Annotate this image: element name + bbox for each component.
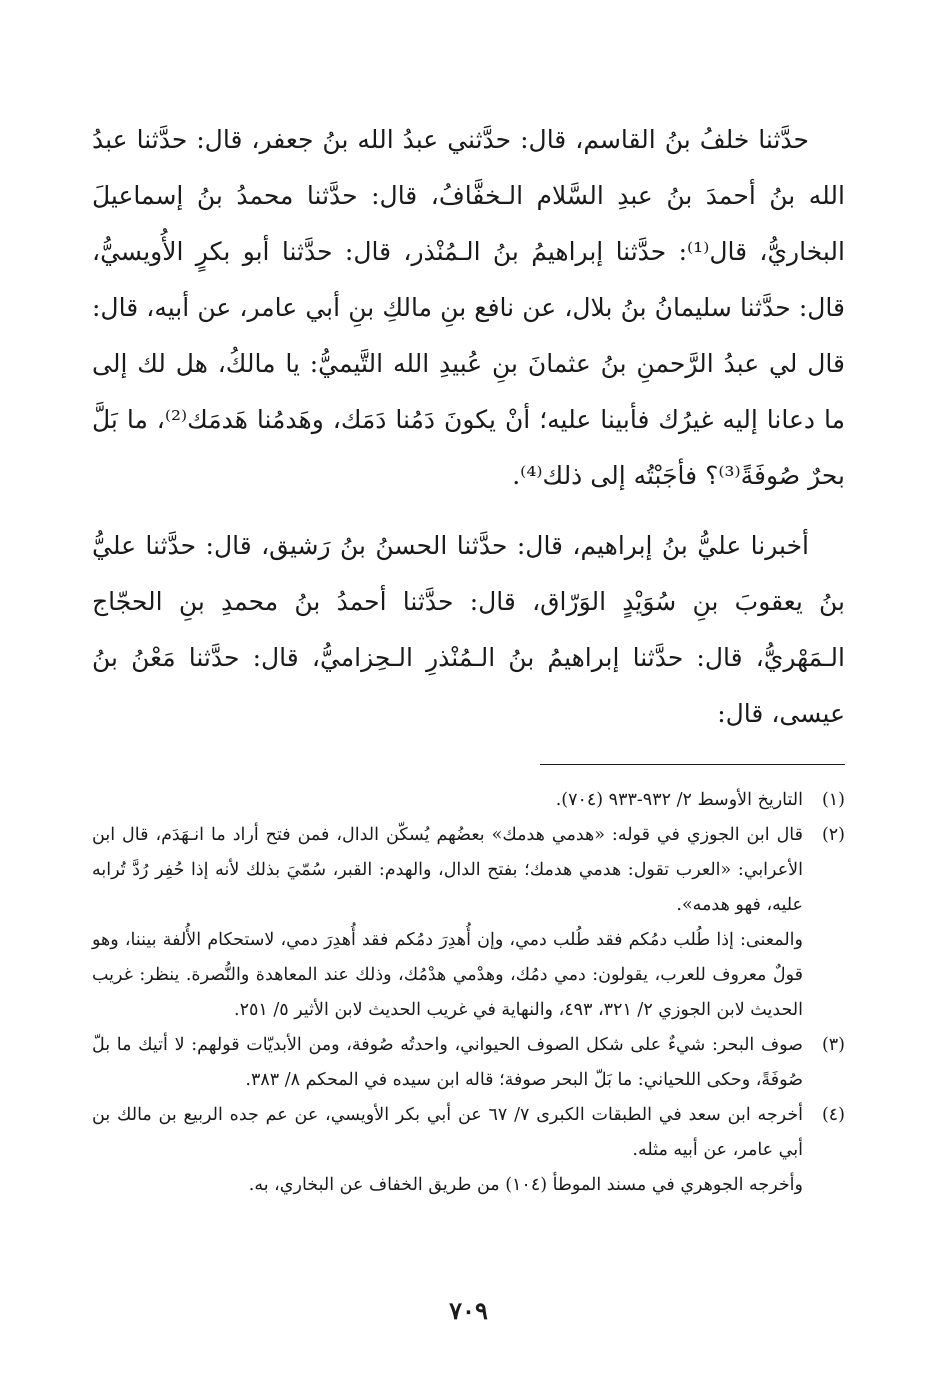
footnote-divider [540,764,845,765]
main-paragraph-2: أخبرنا عليُّ بنُ إبراهيم، قال: حدَّثنا الحسنُ بنُ رَشيق، قال: حدَّثنا عليُّ بنُ يعقوبَ بنِ سُوَيْدٍ الوَرّاق، قال: حدَّثنا أحمدُ بنُ محمدِ بنِ الحجّاج الـمَهْريُّ، قال: حدَّثنا إبراهيمُ بنُ الـمُنْذرِ الـحِزاميُّ، قال: حدَّثنا مَعْنُ بنُ عيسى، قال: [92,531,845,728]
footnote-text: وأخرجه الجوهري في مسند الموطأ (١٠٤) من طريق الخفاف عن البخاري، به. [248,1175,803,1195]
footnote-text: صوف البحر: شيءٌ على شكل الصوف الحيواني، واحدتُه صُوفة، ومن الأبديّات قولهم: لا أتيك ما بلّ صُوفَةً، وحكى اللحياني: ما بَلّ البحر صوفة؛ قاله ابن سيده في المحكم ٨/ ٣٨٣. [92,1035,803,1090]
footnote-text: والمعنى: إذا طُلب دمُكم فقد طُلب دمي، وإن أُهدِرَ دمُكم فقد أُهدِرَ دمي، لاستحكام الأُلفة بيننا، وهو قولٌ معروف للعرب، يقولون: دمي دمُك، وهدْمي هدْمُك، وذلك عند المعاهدة والنُّصرة. ينظر: غريب الحديث لابن الجوزي ٢/ ٣٢١، ٤٩٣، والنهاية في غريب الحديث لابن الأثير ٥/ ٢٥١. [92,930,803,1020]
footnote-body [92,1028,803,1098]
main-text [92,112,845,742]
footnotes [92,783,845,1203]
footnote-1 [92,783,845,818]
page-number: ٧٠٩ [449,1296,488,1325]
main-paragraph-1: حدَّثنا خلفُ بنُ القاسم، قال: حدَّثني عبدُ الله بنُ جعفر، قال: حدَّثنا عبدُ الله بنُ أحمدَ بنُ عبدِ السَّلام الـخفَّافُ، قال: حدَّثنا محمدُ بنُ إسماعيلَ البخاريُّ، قال⁽¹⁾: حدَّثنا إبراهيمُ بنُ الـمُنْذر، قال: حدَّثنا أبو بكرٍ الأُويسيُّ، قال: حدَّثنا سليمانُ بنُ بلال، عن نافع بنِ مالكِ بنِ أبي عامر، عن أبيه، قال: قال لي عبدُ الرَّحمنِ بنُ عثمانَ بنِ عُبيدِ الله التَّيميُّ: يا مالكُ، هل لك إلى ما دعانا إليه غيرُك فأبينا عليه؛ أنْ يكونَ دَمُنا دَمَك، وهَدمُنا هَدمَك⁽²⁾، ما بَلَّ بحرٌ صُوفَةً⁽³⁾؟ فأجَبْتُه إلى ذلك⁽⁴⁾. [92,125,845,490]
footnote-4 [92,1098,845,1203]
footnote-body [92,1098,803,1203]
footnote-text: التاريخ الأوسط ٢/ ٩٣٢-٩٣٣ (٧٠٤). [555,790,803,810]
footnote-text: أخرجه ابن سعد في الطبقات الكبرى ٧/ ٦٧ عن أبي بكر الأويسي، عن عم جده الربيع بن مالك بن أبي عامر، عن أبيه مثله. [92,1105,804,1160]
footnote-2 [92,818,845,1028]
footnote-3 [92,1028,845,1098]
footnote-number: (١) [821,790,845,810]
footnote-number: (٤) [821,1105,845,1125]
footnote-number: (٣) [821,1035,845,1055]
footnote-number: (٢) [821,825,845,845]
footnote-text: قال ابن الجوزي في قوله: «هدمي هدمك» بعضُهم يُسكّن الدال، فمن فتح أراد ما انـهَدَم، قال ابن الأعرابي: «العرب تقول: هدمي هدمك؛ بفتح الدال، والهدم: القبر، سُمّيَ بذلك لأنه إذا حُفِر رُدَّ تُرابه عليه، فهو هدمه». [92,825,803,915]
footnote-body [92,818,803,1028]
footnote-body [92,783,803,818]
